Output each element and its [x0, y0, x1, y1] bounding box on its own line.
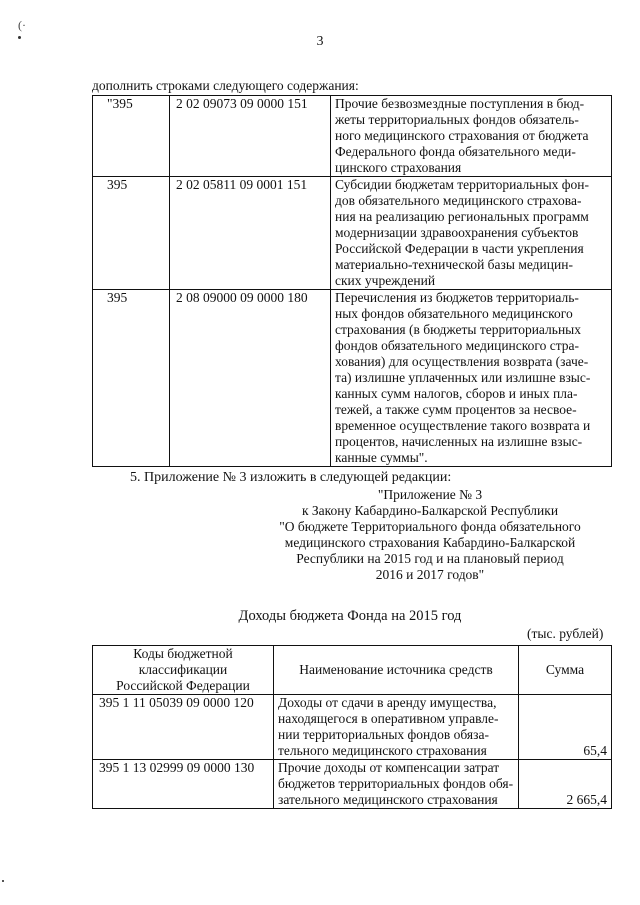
header-row: [93, 646, 612, 695]
budget-code: 2 08 09000 09 0000 180: [170, 290, 331, 467]
additions-table: [92, 95, 612, 467]
description-line: фондов обязательного медицинского стра-: [335, 338, 580, 353]
description-line: ния на реализацию региональных программ: [335, 209, 589, 224]
description-line: материально-технической базы медицин-: [335, 257, 573, 272]
source-line: Прочие доходы от компенсации затрат: [278, 760, 500, 775]
header-line: классификации: [138, 662, 228, 677]
source-name: [274, 760, 519, 809]
description-line: Перечисления из бюджетов территориаль-: [335, 290, 579, 305]
header-line: Российской Федерации: [116, 678, 250, 693]
description-line: модернизации здравоохранения субъектов: [335, 225, 579, 240]
page-number: 3: [316, 34, 324, 49]
budget-code: 2 02 09073 09 0000 151: [170, 96, 331, 177]
budget-code: 2 02 05811 09 0001 151: [170, 177, 331, 290]
intro-text: дополнить строками следующего содержания:: [92, 78, 359, 93]
units-label: (тыс. рублей): [527, 626, 604, 641]
description: [331, 177, 612, 290]
description: [331, 96, 612, 177]
revenue-title: Доходы бюджета Фонда на 2015 год: [238, 608, 462, 624]
description-line: хования) для осуществления возврата (заче-: [335, 354, 589, 369]
source-line: зательного медицинского страхования: [278, 792, 498, 807]
classification-code: 395 1 11 05039 09 0000 120: [93, 695, 274, 760]
description-line: Российской Федерации в части укрепления: [335, 241, 584, 256]
annex-line: "Приложение № 3: [377, 487, 483, 502]
table-row: [93, 760, 612, 809]
header-name: Наименование источника средств: [274, 646, 519, 695]
source-line: тельного медицинского страхования: [278, 743, 487, 758]
source-line: находящегося в оперативном управле-: [278, 711, 499, 726]
description-line: страхования (в бюджеты территориальных: [335, 322, 581, 337]
source-line: нии территориальных фондов обяза-: [278, 727, 489, 742]
description-line: канных сумм налогов, сборов и иных пла-: [335, 386, 578, 401]
description-line: канные суммы".: [335, 450, 428, 465]
description-line: ских учреждений: [335, 273, 436, 288]
annex-heading: [250, 487, 610, 583]
source-line: Доходы от сдачи в аренду имущества,: [278, 695, 497, 710]
description-line: тежей, а также сумм процентов за несвое-: [335, 402, 577, 417]
annex-line: 2016 и 2017 годов": [375, 567, 485, 582]
description-line: временное осуществление такого возврата и: [335, 418, 591, 433]
item-5-text: 5. Приложение № 3 изложить в следующей редакции:: [130, 470, 452, 485]
annex-line: Республики на 2015 год и на плановый период: [296, 551, 564, 566]
description-line: ных фондов обязательного медицинского: [335, 306, 573, 321]
corner-mark: (·: [18, 18, 26, 32]
annex-line: "О бюджете Территориального фонда обязательного: [279, 519, 581, 534]
description-line: жеты территориальных фондов обязатель-: [335, 112, 579, 127]
annex-line: к Закону Кабардино-Балкарской Республики: [301, 503, 559, 518]
table-row: [93, 96, 612, 177]
header-line: Коды бюджетной: [133, 646, 233, 661]
description-line: процентов, начисленных на излишне взыс-: [335, 434, 583, 449]
source-name: [274, 695, 519, 760]
classification-code: 395 1 13 02999 09 0000 130: [93, 760, 274, 809]
description: [331, 290, 612, 467]
source-line: бюджетов территориальных фондов обя-: [278, 776, 514, 791]
amount: 2 665,4: [519, 760, 612, 809]
header-amount: Сумма: [519, 646, 612, 695]
table-row: [93, 290, 612, 467]
admin-code: 395: [93, 290, 170, 467]
description-line: Федерального фонда обязательного меди-: [335, 144, 576, 159]
annex-line: медицинского страхования Кабардино-Балкарской: [284, 535, 576, 550]
table-row: [93, 177, 612, 290]
description-line: Субсидии бюджетам территориальных фон-: [335, 177, 589, 192]
amount: 65,4: [519, 695, 612, 760]
table-row: [93, 695, 612, 760]
revenue-table: [92, 645, 612, 809]
description-line: та) излишне уплаченных или излишне взыс-: [335, 370, 591, 385]
admin-code: 395: [93, 177, 170, 290]
description-line: Прочие безвозмездные поступления в бюд-: [335, 96, 585, 111]
header-codes: [93, 646, 274, 695]
margin-mark: [2, 880, 4, 882]
description-line: ного медицинского страхования от бюджета: [335, 128, 589, 143]
description-line: дов обязательного медицинского страхова-: [335, 193, 582, 208]
description-line: цинского страхования: [335, 160, 462, 175]
admin-code: "395: [93, 96, 170, 177]
